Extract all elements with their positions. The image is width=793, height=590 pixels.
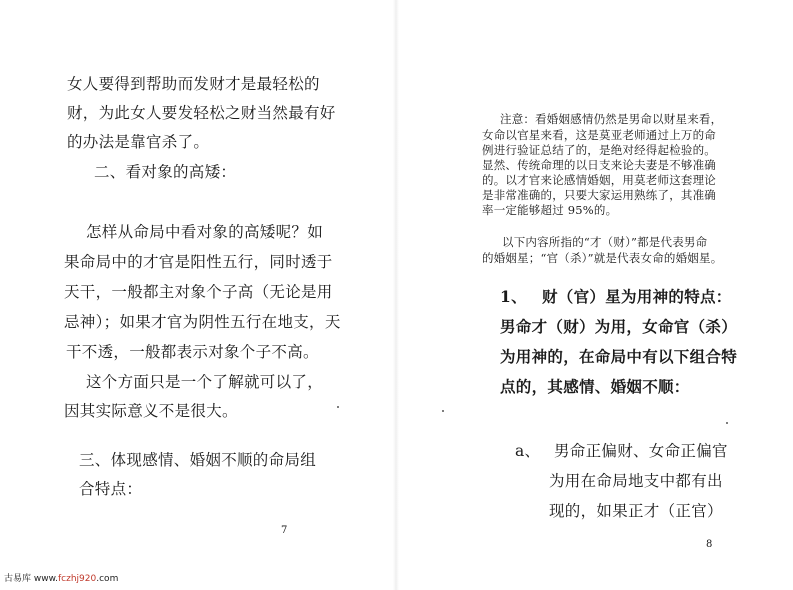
heading-text: 财（官）星为用神的特点： [542,287,732,306]
left-page-number: 7 [281,525,288,536]
intro-line-1: 以下内容所指的“才（财）”都是代表男命 [502,235,708,249]
heading-number: 1、 [500,287,527,306]
right-page-number: 8 [706,539,713,550]
note-line-2: 女命以官星来看，这是莫亚老师通过上万的命 [482,128,716,142]
left-line-2: 财，为此女人要发轻松之财当然最有好 [67,104,336,122]
left-line-1: 女人要得到帮助而发财才是最轻松的 [67,75,320,93]
section-heading-2: 二、看对象的高矮： [94,163,237,181]
bold-line-1: 男命才（财）为用，女命官（杀） [500,317,738,336]
left-line-3: 的办法是靠官杀了。 [67,133,210,151]
note-line-1: 注意：看婚姻感情仍然是男命以财星来看， [500,112,723,126]
left-line-6: 果命局中的才官是阳性五行，同时透于 [64,253,333,271]
scan-speck [337,406,339,408]
site-url-suffix: .com [96,574,119,584]
intro-line-2: 的婚姻星；“官（杀）”就是代表女命的婚姻星。 [482,251,723,265]
left-line-13: 合特点： [79,480,143,498]
note-line-3: 例进行验证总结了的，是绝对经得起检验的。 [482,143,716,157]
site-name: 古易库 [4,574,32,584]
site-url-prefix: www. [33,574,59,584]
left-line-7: 天干，一般都主对象个子高（无论是用 [64,283,333,301]
scan-speck [442,410,444,412]
bold-line-2: 为用神的，在命局中有以下组合特 [500,347,738,366]
site-watermark [4,574,118,585]
item-line-1: 男命正偏财、女命正偏官 [554,442,728,460]
left-line-5: 怎样从命局中看对象的高矮呢？如 [86,223,324,241]
item-line-2: 为用在命局地支中都有出 [549,472,723,490]
section-heading-3: 三、体现感情、婚姻不顺的命局组 [79,451,317,469]
scan-speck [726,422,728,424]
item-marker: a、 [515,442,541,460]
item-line-3: 现的，如果正才（正官） [549,502,723,520]
note-line-6: 是非常准确的，只要大家运用熟练了，其准确 [482,188,716,202]
bold-line-3: 点的，其感情、婚姻不顺： [500,377,690,396]
left-line-11: 因其实际意义不是很大。 [64,402,238,420]
left-line-8: 忌神）；如果才官为阴性五行在地支，天 [64,313,341,331]
site-url-highlight: fczhj920 [58,574,97,584]
note-line-4: 显然、传统命理的以日支来论夫妻是不够准确 [482,158,716,172]
note-line-5: 的。以才官来论感情婚姻，用莫老师这套理论 [482,173,716,187]
left-page [0,0,396,590]
note-line-7: 率一定能够超过 95%的。 [482,203,618,217]
left-line-10: 这个方面只是一个了解就可以了， [86,373,324,391]
left-line-9: 干不透，一般都表示对象个子不高。 [66,343,319,361]
right-page [396,0,793,590]
